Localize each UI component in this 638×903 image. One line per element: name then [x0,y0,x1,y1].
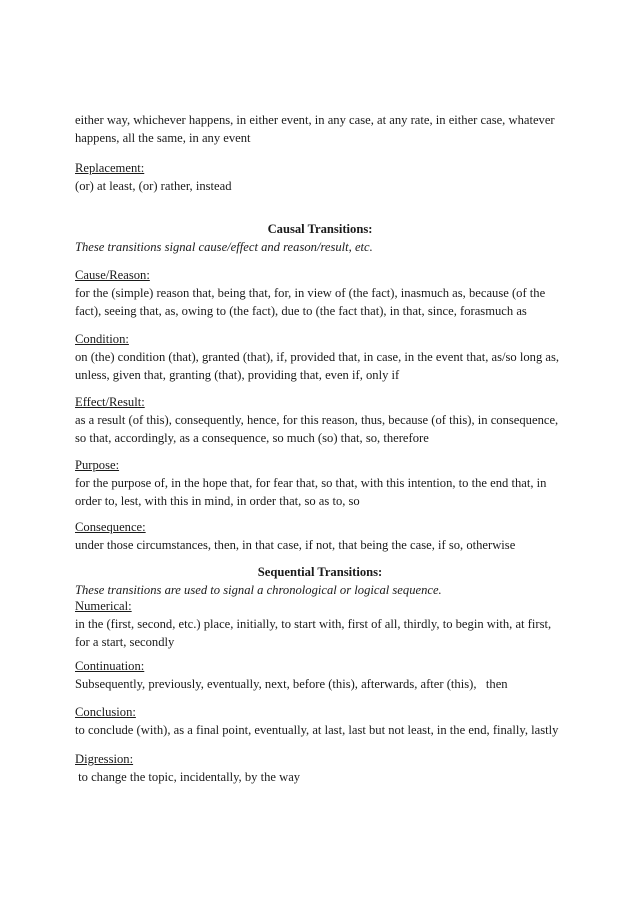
condition-line: on (the) condition (that), granted (that), if, provided that, in case, in the event that, as/so long as, [75,350,560,364]
numerical-heading: Numerical: [75,599,132,613]
continuation-heading: Continuation: [75,659,145,673]
digression-heading: Digression: [75,752,134,766]
consequence-line: under those circumstances, then, in that case, if not, that being the case, if so, otherwise [75,538,516,552]
conclusion-heading: Conclusion: [75,705,136,719]
continuation-line: Subsequently, previously, eventually, next, before (this), afterwards, after (this), then [75,677,508,691]
continuation-section [75,657,565,693]
purpose-heading: Purpose: [75,458,120,472]
cause-reason-line: fact), seeing that, as, owing to (the fact), due to (the fact that), in that, since, forasmuch as [75,304,527,318]
causal-transitions-description: These transitions signal cause/effect and reason/result, etc. [75,240,373,254]
effect-result-line: as a result (of this), consequently, hence, for this reason, thus, because (of this), in consequence, [75,413,559,427]
conclusion-section [75,703,565,739]
replacement-heading: Replacement: [75,161,145,175]
numerical-line: in the (first, second, etc.) place, initially, to start with, first of all, thirdly, to begin with, at first, [75,617,552,631]
conclusion-line: to conclude (with), as a final point, eventually, at last, last but not least, in the end, finally, lastly [75,723,559,737]
effect-result-section [75,393,565,447]
consequence-heading: Consequence: [75,520,146,534]
digression-line: to change the topic, incidentally, by the way [75,770,301,784]
sequential-transitions-description: These transitions are used to signal a chronological or logical sequence. [75,583,442,597]
replacement-line: (or) at least, (or) rather, instead [75,179,232,193]
effect-result-heading: Effect/Result: [75,395,145,409]
purpose-line: order to, lest, with this in mind, in order that, so as to, so [75,494,360,508]
effect-result-line: so that, accordingly, as a consequence, so much (so) that, so, therefore [75,431,429,445]
replacement-section [75,159,565,195]
causal-transitions-header [75,220,565,256]
sequential-transitions-header [75,563,565,599]
cause-reason-section [75,266,565,320]
cause-reason-heading: Cause/Reason: [75,268,150,282]
condition-section [75,330,565,384]
consequence-section [75,518,565,554]
condition-line: unless, given that, granting (that), providing that, even if, only if [75,368,400,382]
sequential-transitions-title: Sequential Transitions: [257,565,383,579]
purpose-line: for the purpose of, in the hope that, for fear that, so that, with this intention, to the end that, in [75,476,547,490]
cause-reason-line: for the (simple) reason that, being that, for, in view of (the fact), inasmuch as, because (of the [75,286,546,300]
intro-line: either way, whichever happens, in either event, in any case, at any rate, in either case, whatever [75,113,555,127]
intro-paragraph [75,111,565,147]
condition-heading: Condition: [75,332,129,346]
numerical-line: for a start, secondly [75,635,175,649]
causal-transitions-title: Causal Transitions: [267,222,373,236]
digression-section [75,750,565,786]
intro-line: happens, all the same, in any event [75,131,251,145]
purpose-section [75,456,565,510]
numerical-section [75,597,565,651]
